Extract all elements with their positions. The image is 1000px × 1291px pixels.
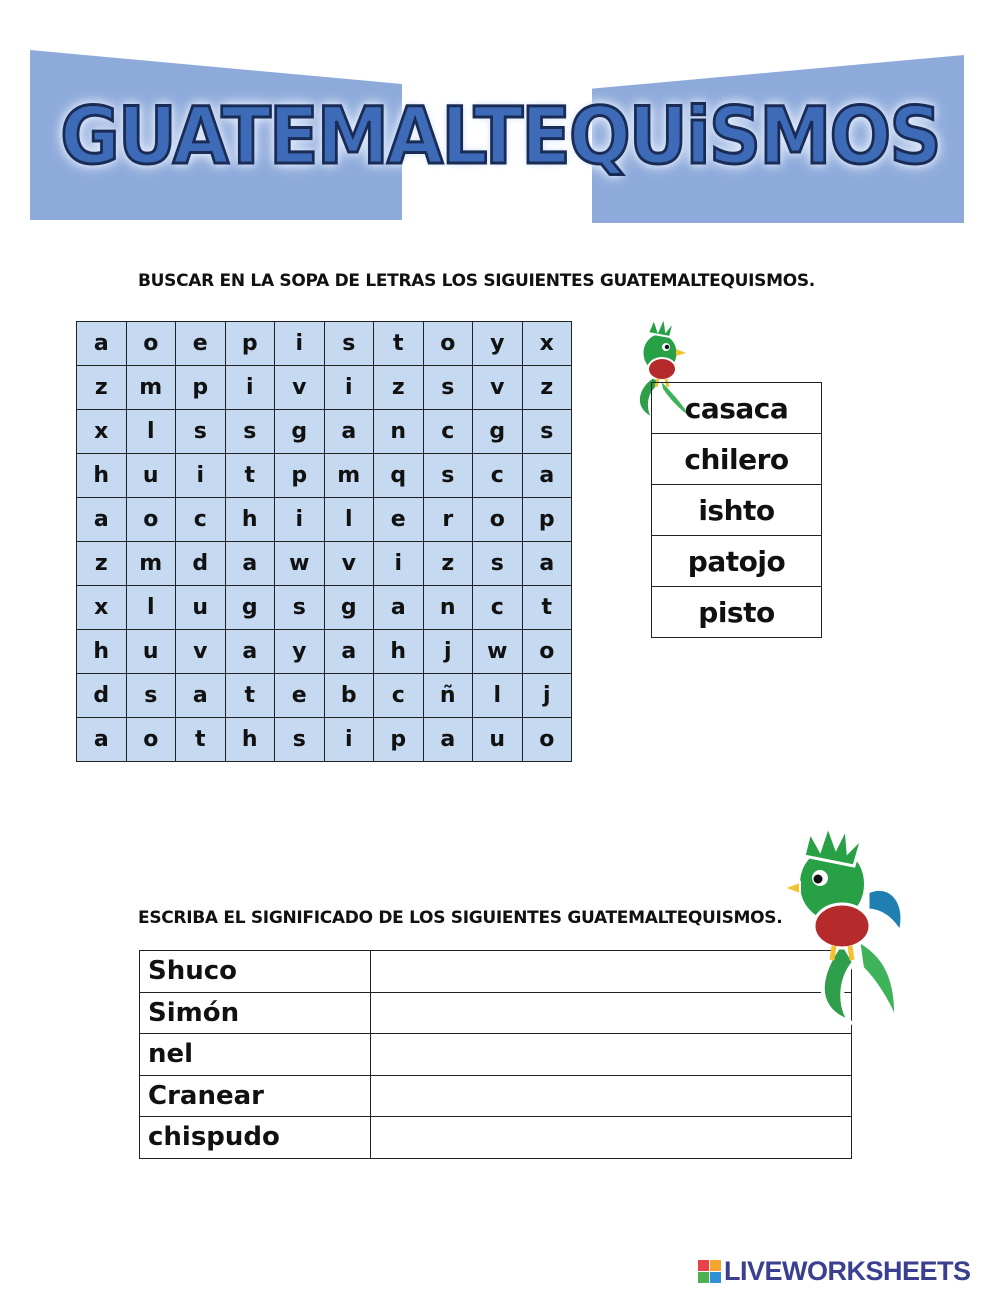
grid-cell[interactable]: l [126, 410, 176, 454]
grid-cell[interactable]: i [324, 718, 374, 762]
definition-term: nel [140, 1034, 371, 1076]
grid-cell[interactable]: w [275, 542, 325, 586]
grid-cell[interactable]: n [423, 586, 473, 630]
definition-answer-field[interactable] [371, 1075, 852, 1117]
grid-cell[interactable]: u [126, 454, 176, 498]
grid-cell[interactable]: j [522, 674, 572, 718]
grid-cell[interactable]: a [77, 718, 127, 762]
definition-term: Simón [140, 992, 371, 1034]
grid-cell[interactable]: a [324, 410, 374, 454]
grid-cell[interactable]: c [176, 498, 226, 542]
grid-cell[interactable]: e [374, 498, 424, 542]
grid-cell[interactable]: r [423, 498, 473, 542]
grid-row [77, 410, 572, 454]
grid-cell[interactable]: u [126, 630, 176, 674]
grid-cell[interactable]: j [423, 630, 473, 674]
grid-cell[interactable]: g [275, 410, 325, 454]
grid-cell[interactable]: h [77, 454, 127, 498]
grid-cell[interactable]: l [126, 586, 176, 630]
grid-cell[interactable]: m [324, 454, 374, 498]
grid-cell[interactable]: m [126, 366, 176, 410]
grid-cell[interactable]: x [77, 410, 127, 454]
grid-cell[interactable]: s [522, 410, 572, 454]
grid-cell[interactable]: a [77, 322, 127, 366]
grid-row [77, 674, 572, 718]
page-title: GUATEMALTEQUiSMOS [60, 92, 940, 182]
grid-cell[interactable]: a [324, 630, 374, 674]
grid-cell[interactable]: y [473, 322, 523, 366]
word-list-item: patojo [652, 536, 822, 587]
quetzal-bird-icon [780, 822, 910, 1028]
grid-cell[interactable]: h [225, 718, 275, 762]
grid-cell[interactable]: i [176, 454, 226, 498]
grid-cell[interactable]: e [275, 674, 325, 718]
grid-cell[interactable]: s [473, 542, 523, 586]
grid-cell[interactable]: a [225, 630, 275, 674]
grid-cell[interactable]: s [423, 366, 473, 410]
meaning-instruction: ESCRIBA EL SIGNIFICADO DE LOS SIGUIENTES GUATEMALTEQUISMOS. [138, 908, 783, 928]
grid-cell[interactable]: a [522, 454, 572, 498]
grid-row [77, 322, 572, 366]
word-list-item: chilero [652, 434, 822, 485]
definition-row [140, 992, 852, 1034]
grid-cell[interactable]: t [374, 322, 424, 366]
grid-cell[interactable]: t [176, 718, 226, 762]
grid-cell[interactable]: g [473, 410, 523, 454]
grid-cell[interactable]: s [176, 410, 226, 454]
logo-text: LIVEWORKSHEETS [724, 1256, 971, 1286]
grid-row [77, 366, 572, 410]
grid-cell[interactable]: g [324, 586, 374, 630]
grid-cell[interactable]: v [324, 542, 374, 586]
grid-cell[interactable]: t [522, 586, 572, 630]
definition-row [140, 1117, 852, 1159]
grid-cell[interactable]: i [275, 322, 325, 366]
grid-cell[interactable]: o [126, 718, 176, 762]
definitions-table [139, 950, 852, 1159]
liveworksheets-logo [698, 1256, 971, 1287]
grid-cell[interactable]: v [176, 630, 226, 674]
grid-cell[interactable]: o [473, 498, 523, 542]
grid-cell[interactable]: q [374, 454, 424, 498]
grid-cell[interactable]: b [324, 674, 374, 718]
grid-row [77, 630, 572, 674]
grid-cell[interactable]: a [423, 718, 473, 762]
definition-term: Shuco [140, 951, 371, 993]
grid-cell[interactable]: z [522, 366, 572, 410]
grid-cell[interactable]: y [275, 630, 325, 674]
grid-cell[interactable]: h [225, 498, 275, 542]
grid-cell[interactable]: c [473, 454, 523, 498]
grid-cell[interactable]: o [522, 630, 572, 674]
word-list [651, 382, 822, 638]
grid-cell[interactable]: o [126, 498, 176, 542]
grid-cell[interactable]: s [275, 586, 325, 630]
grid-row [77, 586, 572, 630]
grid-cell[interactable]: c [423, 410, 473, 454]
grid-cell[interactable]: a [374, 586, 424, 630]
definition-row [140, 951, 852, 993]
grid-cell[interactable]: a [77, 498, 127, 542]
grid-cell[interactable]: s [423, 454, 473, 498]
grid-cell[interactable]: p [522, 498, 572, 542]
grid-cell[interactable]: z [77, 542, 127, 586]
grid-cell[interactable]: o [126, 322, 176, 366]
grid-cell[interactable]: d [77, 674, 127, 718]
grid-cell[interactable]: u [473, 718, 523, 762]
search-instruction: BUSCAR EN LA SOPA DE LETRAS LOS SIGUIENTES GUATEMALTEQUISMOS. [138, 271, 815, 291]
logo-blocks-icon [698, 1260, 721, 1283]
grid-cell[interactable]: x [77, 586, 127, 630]
definition-row [140, 1034, 852, 1076]
word-list-item: casaca [652, 383, 822, 434]
word-list-item: pisto [652, 587, 822, 638]
grid-cell[interactable]: d [176, 542, 226, 586]
grid-row [77, 454, 572, 498]
definition-answer-field[interactable] [371, 1117, 852, 1159]
grid-cell[interactable]: x [522, 322, 572, 366]
grid-row [77, 718, 572, 762]
grid-cell[interactable]: v [275, 366, 325, 410]
grid-cell[interactable]: z [423, 542, 473, 586]
grid-cell[interactable]: i [324, 366, 374, 410]
grid-cell[interactable]: t [225, 454, 275, 498]
grid-cell[interactable]: i [374, 542, 424, 586]
grid-cell[interactable]: p [225, 322, 275, 366]
grid-cell[interactable]: p [176, 366, 226, 410]
grid-row [77, 542, 572, 586]
definition-answer-field[interactable] [371, 1034, 852, 1076]
grid-cell[interactable]: e [176, 322, 226, 366]
grid-cell[interactable]: u [176, 586, 226, 630]
grid-cell[interactable]: a [176, 674, 226, 718]
grid-cell[interactable]: h [77, 630, 127, 674]
grid-cell[interactable]: h [374, 630, 424, 674]
grid-cell[interactable]: v [473, 366, 523, 410]
grid-cell[interactable]: t [225, 674, 275, 718]
grid-cell[interactable]: i [225, 366, 275, 410]
grid-cell[interactable]: s [126, 674, 176, 718]
grid-cell[interactable]: c [473, 586, 523, 630]
grid-cell[interactable]: ñ [423, 674, 473, 718]
grid-cell[interactable]: p [275, 454, 325, 498]
grid-cell[interactable]: s [225, 410, 275, 454]
grid-cell[interactable]: l [473, 674, 523, 718]
grid-cell[interactable]: a [225, 542, 275, 586]
grid-cell[interactable]: g [225, 586, 275, 630]
definition-term: Cranear [140, 1075, 371, 1117]
grid-row [77, 498, 572, 542]
grid-cell[interactable]: p [374, 718, 424, 762]
grid-cell[interactable]: c [374, 674, 424, 718]
grid-cell[interactable]: z [77, 366, 127, 410]
grid-cell[interactable]: w [473, 630, 523, 674]
word-search-grid [76, 321, 572, 762]
grid-cell[interactable]: o [522, 718, 572, 762]
grid-cell[interactable]: i [275, 498, 325, 542]
grid-cell[interactable]: a [522, 542, 572, 586]
grid-cell[interactable]: o [423, 322, 473, 366]
grid-cell[interactable]: z [374, 366, 424, 410]
grid-cell[interactable]: n [374, 410, 424, 454]
grid-cell[interactable]: s [324, 322, 374, 366]
definition-row [140, 1075, 852, 1117]
grid-cell[interactable]: s [275, 718, 325, 762]
grid-cell[interactable]: l [324, 498, 374, 542]
word-list-item: ishto [652, 485, 822, 536]
definition-term: chispudo [140, 1117, 371, 1159]
grid-cell[interactable]: m [126, 542, 176, 586]
